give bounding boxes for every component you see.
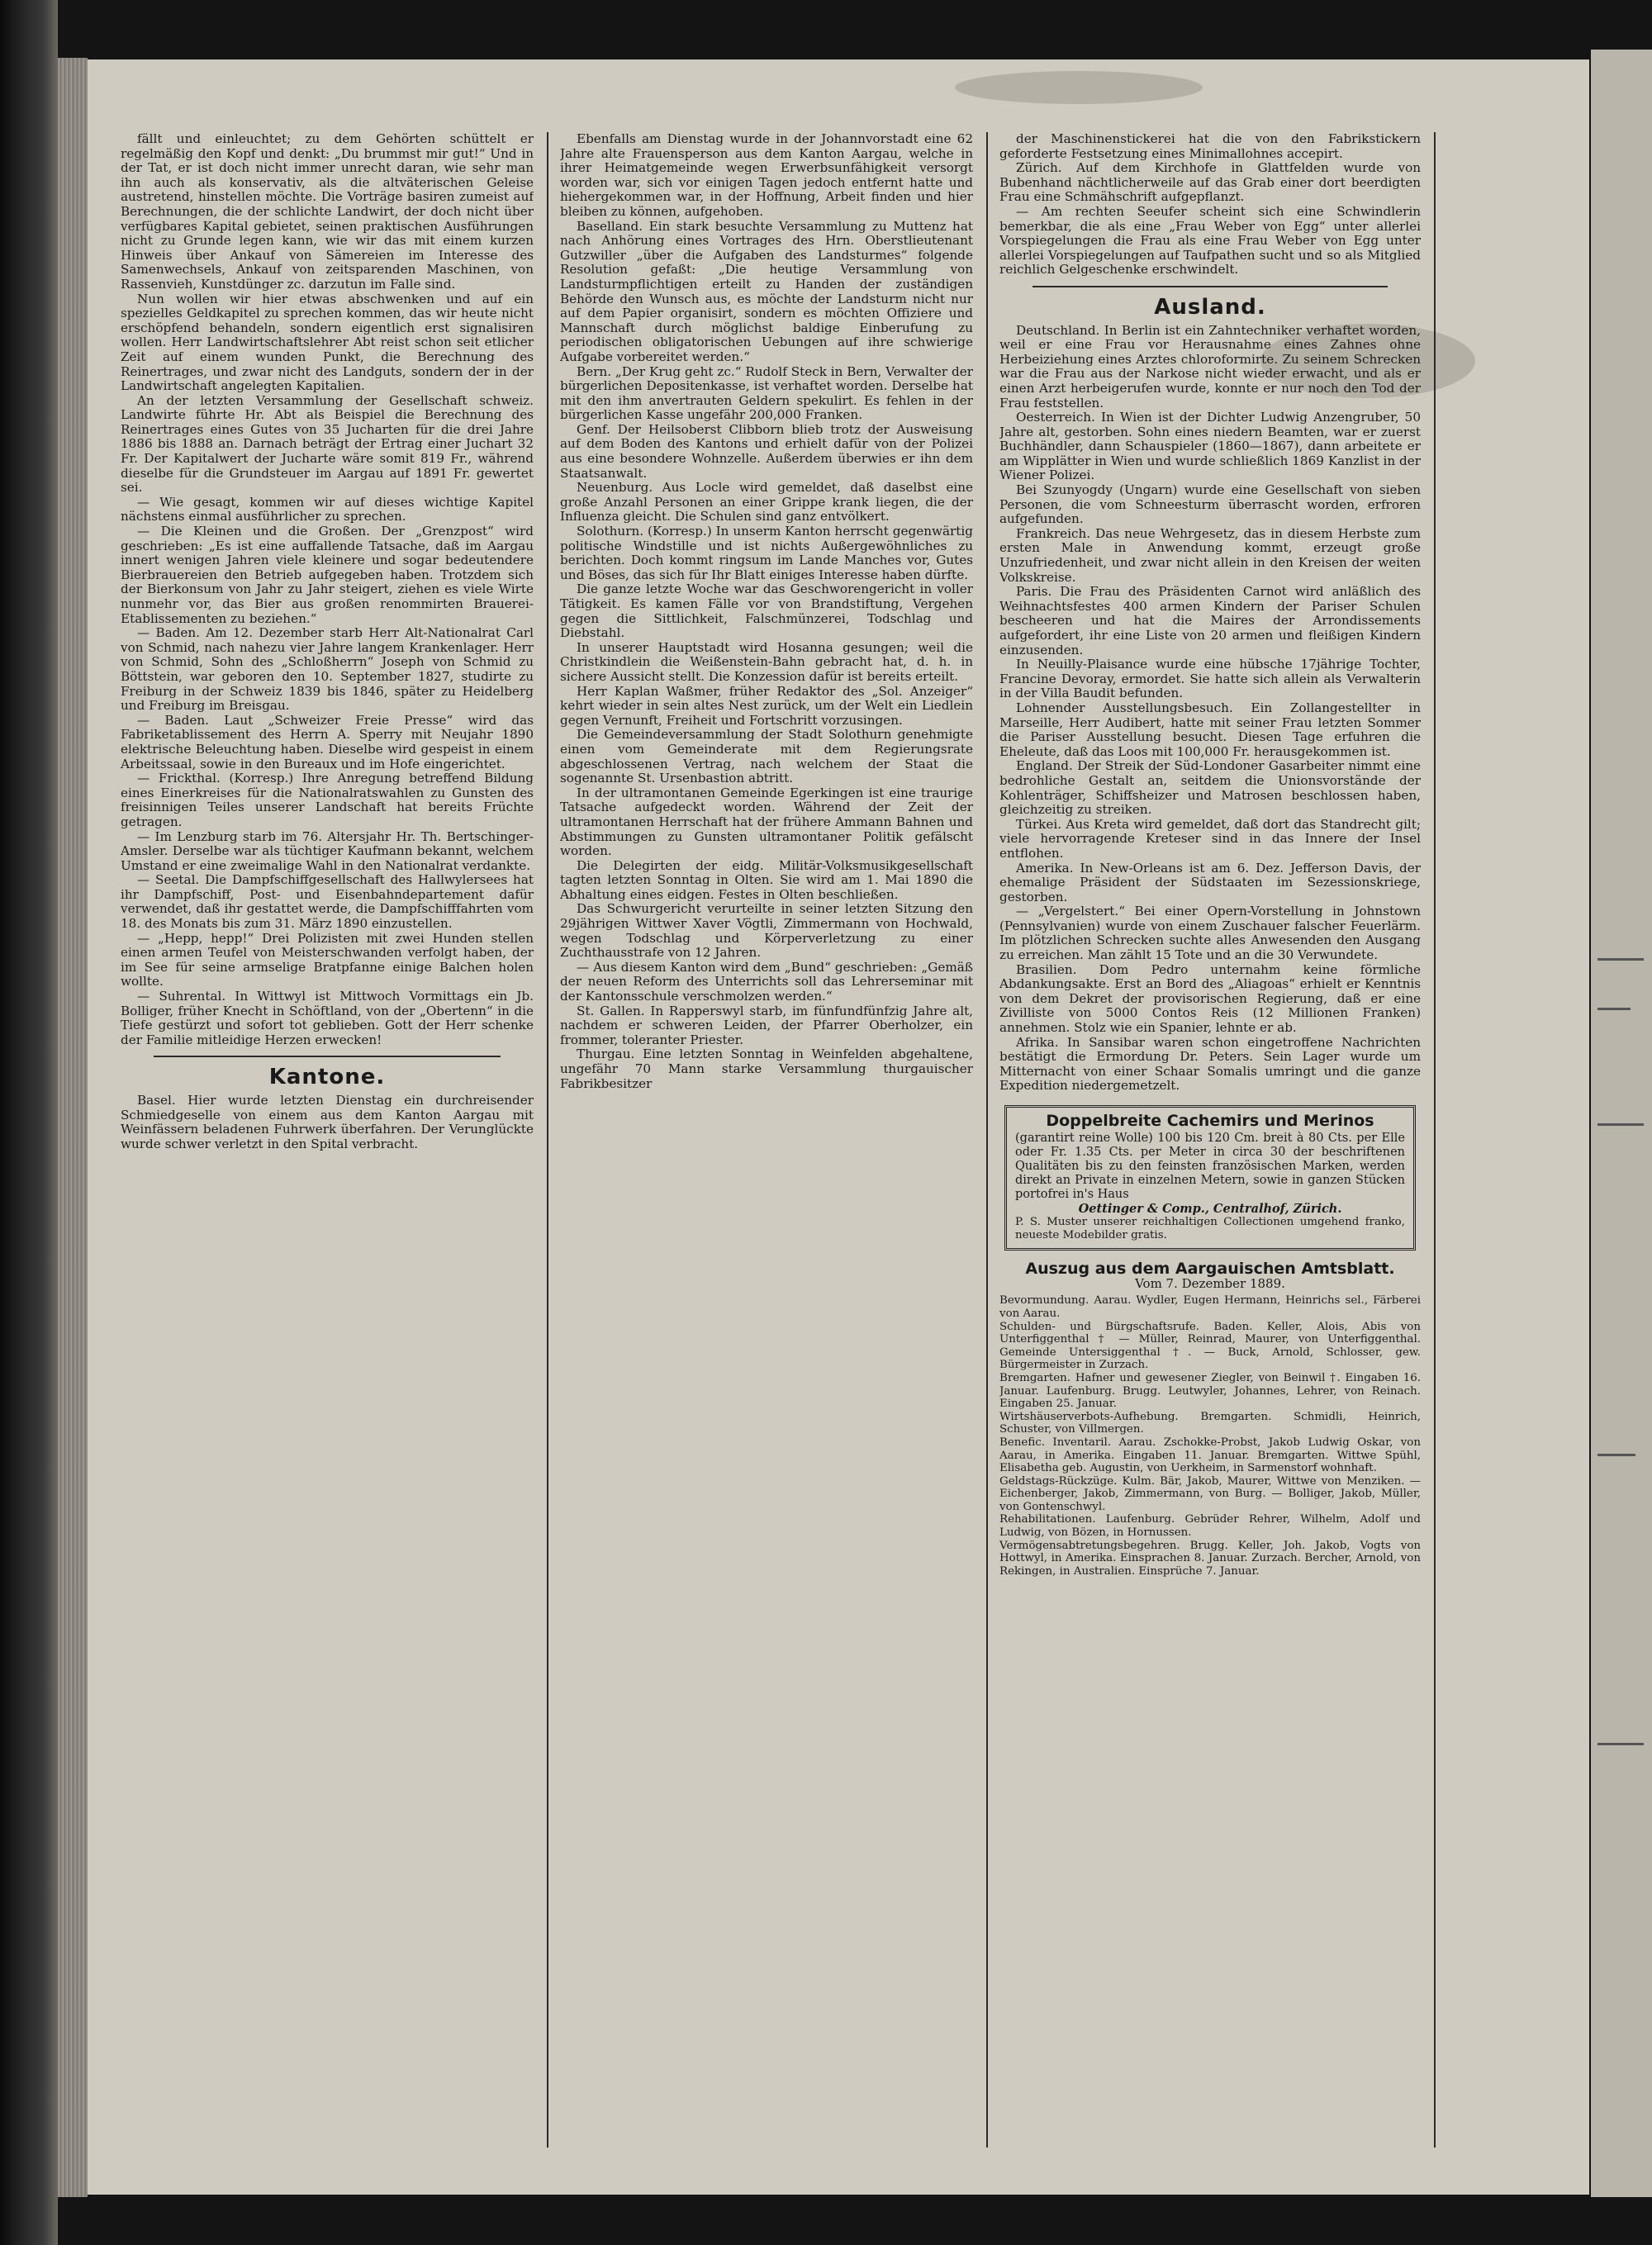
article-paragraph: Oesterreich. In Wien ist der Dichter Ludwig Anzengruber, 50 Jahre alt, gestorben. Sohn eines niedern Beamten, war er zuerst Buchhändler, dann Schauspieler (1860—1867), dann arbeitete er am Wipplätter in Wien und wurde schließlich 1869 Kanzlist in der Wiener Polizei. (999, 410, 1421, 483)
article-paragraph: Geldstags-Rückzüge. Kulm. Bär, Jakob, Maurer, Wittwe von Menziken. — Eichenberger, Jakob, Zimmermann, von Burg. — Bolliger, Jakob, Müller, von Gontenschwyl. (999, 1474, 1421, 1513)
article-paragraph: Bern. „Der Krug geht zc.“ Rudolf Steck in Bern, Verwalter der bürgerlichen Depositenkasse, ist verhaftet worden. Derselbe hat mit den ihm anvertrauten Geldern spekulirt. Es fehlen in der bürgerlichen Kasse ungefähr 200,000 Franken. (560, 363, 973, 423)
article-paragraph: — Wie gesagt, kommen wir auf dieses wichtige Kapitel nächstens einmal ausführlicher zu sprechen. (121, 494, 534, 524)
right-margin (1450, 132, 1574, 2148)
article-paragraph: Die Delegirten der eidg. Militär-Volksmusikgesellschaft tagten letzten Sonntag in Olten. Sie wird am 1. Mai 1890 die Abhaltung eines eidgen. Festes in Olten beschließen. (560, 857, 973, 902)
article-paragraph: Paris. Die Frau des Präsidenten Carnot wird anläßlich des Weihnachtsfestes 400 armen Kindern der Pariser Schulen bescheeren und hat die Maires der Arrondissements aufgefordert, ihr eine Liste von 20 armen und fleißigen Kindern einzusenden. (999, 584, 1421, 657)
column-3-paragraphs (999, 324, 1421, 1094)
article-paragraph: In unserer Hauptstadt wird Hosanna gesungen; weil die Christkindlein die Weißenstein-Bahn gebracht hat, d. h. in sichere Aussicht stellt. Die Konzession dafür ist bereits erteilt. (560, 639, 973, 684)
gazette-date: Vom 7. Dezember 1889. (1135, 1275, 1285, 1291)
article-paragraph: Die Gemeindeversammlung der Stadt Solothurn genehmigte einen vom Gemeinderate mit dem Regierungsrate abgeschlossenen Vertrag, nach welchem der Staat die sogenannte St. Ursenbastion abtritt. (560, 727, 973, 786)
advertisement-sender: Oettinger & Comp., Centralhof, Zürich. (1078, 1202, 1342, 1216)
article-paragraph: Deutschland. In Berlin ist ein Zahntechniker verhaftet worden, weil er eine Frau vor Herausnahme eines Zahnes ohne Herbeiziehung eines Arztes chloroformirte. Zu seinem Schrecken war die Frau aus der Narkose nicht wieder erwacht, und als er einen Arzt herbeigerufen wurde, konnte er nur noch den Tod der Frau feststellen. (999, 322, 1421, 411)
column-rule (547, 132, 548, 2148)
adjacent-page-strip (1591, 50, 1652, 2197)
column-rule (986, 132, 988, 2148)
article-paragraph: Frankreich. Das neue Wehrgesetz, das in diesem Herbste zum ersten Male in Anwendung kommt, erzeugt große Unzufriedenheit, und zwar nicht allein in den Kreisen der weiten Volkskreise. (999, 525, 1421, 585)
article-paragraph: Benefic. Inventaril. Aarau. Zschokke-Probst, Jakob Ludwig Oskar, von Aarau, in Amerika. Eingaben 11. Januar. Bremgarten. Wittwe Spühl, Elisabetha geb. Augustin, von Uerkheim, in Sarmenstorf wohnhaft. (999, 1436, 1421, 1475)
adjacent-page-text-fragment (1597, 1743, 1644, 1745)
article-paragraph: Bevormundung. Aarau. Wydler, Eugen Hermann, Heinrichs sel., Färberei von Aarau. (999, 1294, 1421, 1320)
article-paragraph: Schulden- und Bürgschaftsrufe. Baden. Keller, Alois, Abis von Unterfiggenthal † — Müller, Reinrad, Maurer, von Unterfiggenthal. Gemeinde Untersiggenthal †. — Buck, Arnold, Schlosser, gew. Bürgermeister in Zurzach. (999, 1320, 1421, 1372)
article-paragraph: — Frickthal. (Korresp.) Ihre Anregung betreffend Bildung eines Einerkreises für die Nationalratswahlen zu Gunsten des freisinnigen Teiles unserer Landschaft hat bereits Früchte getragen. (121, 771, 534, 829)
adjacent-page-text-fragment (1597, 1123, 1644, 1126)
column-rule (1434, 132, 1436, 2148)
article-paragraph: Genf. Der Heilsoberst Clibborn blieb trotz der Ausweisung auf dem Boden des Kantons und erhielt dafür von der Polizei aus eine besondere Wohnzelle. Außerdem überwies er ihn dem Staatsanwalt. (560, 421, 973, 481)
article-paragraph: Nun wollen wir hier etwas abschwenken und auf ein spezielles Geldkapitel zu sprechen kommen, das wir heute nicht erschöpfend behandeln, sondern eigentlich erst signalisiren wollen. Herr Landwirtschaftslehrer Abt reist schon seit etlicher Zeit auf einem wunden Punkt, die Berechnung des Reinertrages, und zwar nicht des Landguts, sondern der in der Landwirtschaft angelegten Kapitalien. (121, 291, 534, 394)
article-paragraph: Brasilien. Dom Pedro unternahm keine förmliche Abdankungsakte. Erst an Bord des „Aliagoas“ erhielt er Kenntnis von dem Dekret der provisorischen Regierung, daß er eine Zivilliste von 5000 Contos Reis (12 Millionen Franken) annehmen. Stolz wie ein Spanier, lehnte er ab. (999, 961, 1421, 1036)
article-paragraph: In Neuilly-Plaisance wurde eine hübsche 17jährige Tochter, Francine Devoray, ermordet. Sie hatte sich allein als Verwalterin in der Villa Baudit befunden. (999, 657, 1421, 701)
article-paragraph: Rehabilitationen. Laufenburg. Gebrüder Rehrer, Wilhelm, Adolf und Ludwig, von Bözen, in Hornussen. (999, 1513, 1421, 1540)
column-3-paragraphs-before (999, 132, 1421, 278)
article-paragraph: — „Hepp, hepp!“ Drei Polizisten mit zwei Hunden stellen einen armen Teufel von Meisterschwanden verfolgt haben, der im See für seine armselige Bratpfanne einige Balchen holen wollte. (121, 930, 534, 990)
section-divider (1032, 286, 1388, 287)
book-spine-shadow (0, 0, 58, 2245)
article-paragraph: England. Der Streik der Süd-Londoner Gasarbeiter nimmt eine bedrohliche Gestalt an, seitdem die Unionsvorstände der Kohlenträger, Schiffsheizer und Matrosen beschlossen haben, gleichzeitig zu streiken. (999, 758, 1421, 818)
article-paragraph: — Baden. Laut „Schweizer Freie Presse“ wird das Fabriketablissement des Herrn A. Sperry mit Neujahr 1890 elektrische Beleuchtung haben. Dieselbe wird gespeist in einem Arbeitssaal, sowie in den Bureaux und im Hofe eingerichtet. (121, 712, 534, 771)
article-paragraph: Wirtshäuserverbots-Aufhebung. Bremgarten. Schmidli, Heinrich, Schuster, von Villmergen. (999, 1410, 1421, 1436)
article-paragraph: Solothurn. (Korresp.) In unserm Kanton herrscht gegenwärtig politische Windstille und ist nichts Außergewöhnliches zu berichten. Doch kommt ringsum im Lande Manches vor, Gutes und Böses, das sich für Ihr Blatt einiges Interesse haben dürfte. (560, 524, 973, 582)
article-paragraph: Zürich. Auf dem Kirchhofe in Glattfelden wurde von Bubenhand nächtlicherweile auf das Grab einer dort beerdigten Frau eine Schmähschrift aufgepflanzt. (999, 160, 1421, 205)
gazette-title: Auszug aus dem Aargauischen Amtsblatt. (1025, 1260, 1395, 1279)
article-paragraph: Afrika. In Sansibar waren schon eingetroffene Nachrichten bestätigt die Ermordung Dr. Peters. Sein Lager wurde um Mitternacht von einer Schaar Somalis umringt und die ganze Expedition niedergemetzelt. (999, 1034, 1421, 1094)
article-paragraph: Das Schwurgericht verurteilte in seiner letzten Sitzung den 29jährigen Wittwer Xaver Vögtli, Zimmermann von Hochwald, wegen Todschlag und Körperverletzung zu einer Zuchthausstrafe von 12 Jahren. (560, 901, 973, 961)
article-paragraph: Herr Kaplan Waßmer, früher Redaktor des „Sol. Anzeiger“ kehrt wieder in sein altes Nest zurück, um der Welt ein Liedlein gegen Vernunft, Freiheit und Fortschritt vorzusingen. (560, 683, 973, 728)
adjacent-page-text-fragment (1597, 1008, 1631, 1010)
adjacent-page-text-fragment (1597, 1454, 1635, 1456)
article-paragraph: Basel. Hier wurde letzten Dienstag ein durchreisender Schmiedgeselle von einem aus dem Kanton Aargau mit Weinfässern beladenen Fuhrwerk überfahren. Der Verunglückte wurde schwer verletzt in den Spital verbracht. (121, 1093, 534, 1151)
article-paragraph: — Die Kleinen und die Großen. Der „Grenzpost“ wird geschrieben: „Es ist eine auffallende Tatsache, daß im Aargau innert wenigen Jahren viele kleinere und sogar bedeutendere Bierbrauereien den Betrieb aufgegeben haben. Trotzdem sich der Bierkonsum von Jahr zu Jahr steigert, ziehen es viele Wirte nunmehr vor, das Bier aus großen renommirten Brauerei-Etablissementen zu beziehen.“ (121, 524, 534, 626)
article-paragraph: In der ultramontanen Gemeinde Egerkingen ist eine traurige Tatsache aufgedeckt worden. Während der Zeit der ultramontanen Herrschaft hat der frühere Ammann Bahnen und Abstimmungen zu Gunsten ultramontaner Politik gefälscht worden. (560, 785, 973, 859)
advertisement (1004, 1105, 1416, 1251)
article-paragraph: — Im Lenzburg starb im 76. Altersjahr Hr. Th. Bertschinger-Amsler. Derselbe war als tüchtiger Kaufmann bekannt, welchem Umstand er eine zweimalige Wahl in den Nationalrat verdankte. (121, 828, 534, 873)
article-paragraph: Thurgau. Eine letzten Sonntag in Weinfelden abgehaltene, ungefähr 70 Mann starke Versammlung thurgauischer Fabrikbesitzer (560, 1047, 973, 1091)
section-divider (154, 1056, 501, 1057)
newspaper-page (88, 59, 1589, 2195)
section-title-ausland: Ausland. (1154, 294, 1266, 320)
advertisement-title: Doppelbreite Cachemirs und Merinos (1046, 1112, 1374, 1130)
column-3 (999, 132, 1421, 2164)
article-paragraph: Bei Szunyogdy (Ungarn) wurde eine Gesellschaft von sieben Personen, die vom Schneesturm überrascht worden, erfroren aufgefunden. (999, 482, 1421, 527)
column-1-paragraphs (121, 132, 534, 1047)
adjacent-page-text-fragment (1597, 958, 1644, 961)
gazette-entries (999, 1294, 1421, 1578)
article-paragraph: St. Gallen. In Rapperswyl starb, im fünfundfünfzig Jahre alt, nachdem er schweren Leiden, der Pfarrer Oberholzer, ein frommer, toleranter Priester. (560, 1003, 973, 1047)
page-stack-edge (58, 58, 88, 2197)
column-1 (121, 132, 534, 2164)
article-paragraph: — Baden. Am 12. Dezember starb Herr Alt-Nationalrat Carl von Schmid, nach nahezu vier Jahre langem Krankenlager. Herr von Schmid, Sohn des „Schloßherrn“ Joseph von Schmid zu Böttstein, war geboren den 10. September 1827, studirte zu Freiburg in der Schweiz 1839 bis 1846, später zu Heidelberg und Freiburg im Breisgau. (121, 625, 534, 714)
section-title-kantone: Kantone. (268, 1065, 386, 1090)
article-paragraph: Bremgarten. Hafner und gewesener Ziegler, von Beinwil †. Eingaben 16. Januar. Laufenburg. Brugg. Leutwyler, Johannes, Lehrer, von Reinach. Eingaben 25. Januar. (999, 1371, 1421, 1411)
article-paragraph: Amerika. In New-Orleans ist am 6. Dez. Jefferson Davis, der ehemalige Präsident der Südstaaten im Sezessionskriege, gestorben. (999, 860, 1421, 904)
article-paragraph: — Am rechten Seeufer scheint sich eine Schwindlerin bemerkbar, die als eine „Frau Weber von Egg“ unter allerlei Vorspiegelungen die Frau als eine Frau Weber von Egg unter allerlei Vorspiegelungen auf Taufpathen sucht und so als Mitglied reichlich Gelgeschenke erschwindelt. (999, 203, 1421, 278)
article-paragraph: An der letzten Versammlung der Gesellschaft schweiz. Landwirte führte Hr. Abt als Beispiel die Berechnung des Reinertrages eines Gutes von 35 Jucharten für die drei Jahre 1886 bis 1888 an. Darnach beträgt der Ertrag einer Juchart 32 Fr. Der Kapitalwert der Jucharte wäre somit 819 Fr., während dieselbe für die Grundsteuer im Aargau auf 1891 Fr. gewertet sei. (121, 392, 534, 496)
article-paragraph: — Seetal. Die Dampfschiffgesellschaft des Hallwylersees hat ihr Dampfschiff, Post- und Eisenbahndepartement dafür verwendet, daß ihr gestattet werde, die Dampfschifffahrten vom 18. des Monats bis zum 31. März 1890 einzustellen. (121, 872, 534, 932)
paper-stain (955, 71, 1203, 104)
advertisement-footer: P. S. Muster unserer reichhaltigen Collectionen umgehend franko, neueste Modebilder gratis. (1015, 1216, 1405, 1241)
article-paragraph: Türkei. Aus Kreta wird gemeldet, daß dort das Standrecht gilt; viele hervorragende Kreteser sind in das Innere der Insel entflohen. (999, 816, 1421, 861)
column-2 (560, 132, 973, 2164)
article-paragraph: Vermögensabtretungsbegehren. Brugg. Keller, Joh. Jakob, Vogts von Hottwyl, in Amerika. Einsprachen 8. Januar. Zurzach. Bercher, Arnold, von Rekingen, in Australien. Einsprüche 7. Januar. (999, 1539, 1421, 1578)
article-paragraph: Baselland. Ein stark besuchte Versammlung zu Muttenz hat nach Anhörung eines Vortrages des Hrn. Oberstlieutenant Gutzwiller „über die Aufgaben des Landsturmes“ folgende Resolution gefaßt: „Die heutige Versammlung von Landsturmpflichtigen erteilt zu Handen der zuständigen Behörde den Wunsch aus, es möchte der Landsturm nicht nur auf dem Papier organisirt, sondern es möchten Offiziere und Mannschaft durch möglichst baldige Einberufung zu periodischen obligatorischen Uebungen auf ihre schwierige Aufgabe vorbereitet werden.“ (560, 218, 973, 364)
column-2-paragraphs (560, 132, 973, 1091)
article-paragraph: — „Vergelstert.“ Bei einer Opern-Vorstellung in Johnstown (Pennsylvanien) wurde von einem Zuschauer falscher Feuerlärm. Im plötzlichen Schrecken suchte alles Anwesenden den Ausgang zu erreichen. Man zählt 15 Tote und an die 30 Verwundete. (999, 904, 1421, 963)
article-paragraph: — Aus diesem Kanton wird dem „Bund“ geschrieben: „Gemäß der neuen Reform des Unterrichts soll das Lehrerseminar mit der Kantonsschule verschmolzen werden.“ (560, 959, 973, 1004)
article-paragraph: Lohnender Ausstellungsbesuch. Ein Zollangestellter in Marseille, Herr Audibert, hatte mit seiner Frau letzten Sommer die Pariser Ausstellung besucht. Diesen Tage erfuhren die Eheleute, daß das Loos mit 100,000 Fr. herausgekommen ist. (999, 700, 1421, 759)
article-paragraph: Neuenburg. Aus Locle wird gemeldet, daß daselbst eine große Anzahl Personen an einer Grippe krank liegen, die der Influenza gleicht. Die Schulen sind ganz entvölkert. (560, 480, 973, 524)
article-paragraph: Die ganze letzte Woche war das Geschworengericht in voller Tätigkeit. Es kamen Fälle vor von Brandstiftung, Vergehen gegen die Sittlichkeit, Falschmünzerei, Todschlag und Diebstahl. (560, 581, 973, 641)
article-paragraph: — Suhrental. In Wittwyl ist Mittwoch Vormittags ein Jb. Bolliger, früher Knecht in Schöftland, von der „Obertenn“ in die Tiefe gestürzt und sofort tot geblieben. Gott der Herr schenke der Familie mitleidige Herzen erwecken! (121, 989, 534, 1047)
article-paragraph: Ebenfalls am Dienstag wurde in der Johannvorstadt eine 62 Jahre alte Frauensperson aus dem Kanton Aargau, welche in ihrer Heimatgemeinde wegen Erwerbsunfähigkeit versorgt worden war, sich vor einigen Tagen jedoch entfernt hatte und hiehergekommen war, in der Hoffnung, Arbeit finden und hier bleiben zu können, aufgehoben. (560, 132, 973, 219)
article-paragraph: fällt und einleuchtet; zu dem Gehörten schüttelt er regelmäßig den Kopf und denkt: „Du brummst mir gut!“ Und in der Tat, er ist doch nicht immer unrecht daran, wie sehr man ihn auch als konservativ, als die altväterischen Geleise austretend, hinstellen möchte. Die Vorträge basiren zumeist auf Berechnungen, die der schlichte Landwirt, der doch nicht über verfügbares Kapital gebietet, seinen praktischen Ausführungen nicht zu Grunde legen kann, wie wir das mit einem kurzen Hinweis über Ankauf von Sämereien im Interesse des Samenwechsels, Ankauf von zeitsparenden Maschinen, von Rassenvieh, Kunstdünger zc. darzutun im Falle sind. (121, 132, 534, 292)
advertisement-body: (garantirt reine Wolle) 100 bis 120 Cm. breit à 80 Cts. per Elle oder Fr. 1.35 Cts. per Meter in circa 30 der beschriftenen Qualitäten bis zu den feinsten französischen Marken, werden direkt an Private in einzelnen Metern, sowie in ganzen Stücken portofrei in's Haus (1015, 1132, 1405, 1201)
article-paragraph: der Maschinenstickerei hat die von den Fabrikstickern geforderte Festsetzung eines Minimallohnes accepirt. (999, 132, 1421, 161)
column-1-paragraphs-after (121, 1094, 534, 1151)
